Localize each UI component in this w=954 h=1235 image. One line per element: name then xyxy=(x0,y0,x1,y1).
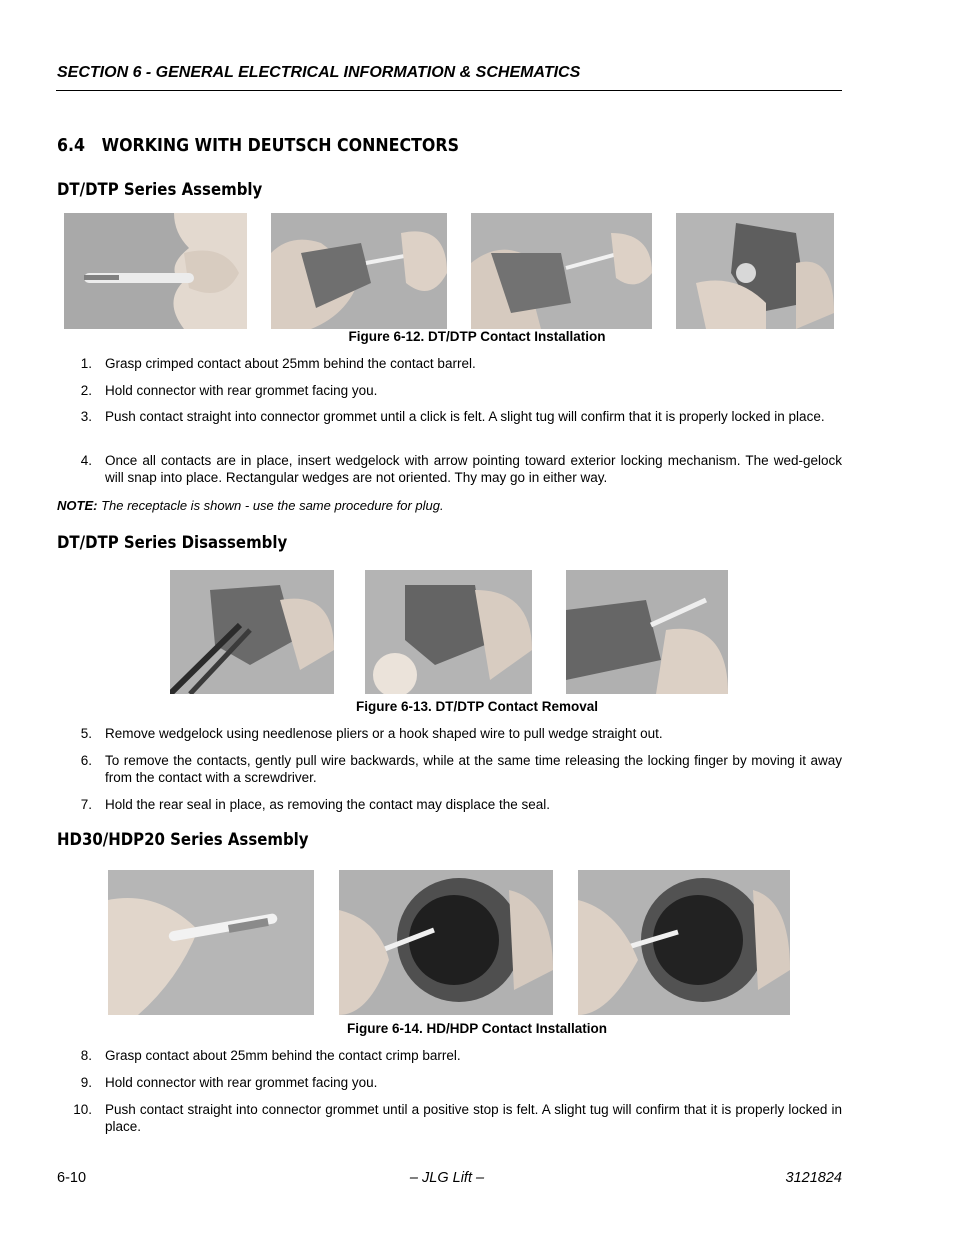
list-item xyxy=(56,1074,842,1091)
step-text: Grasp crimped contact about 25mm behind the contact barrel. xyxy=(105,356,476,371)
list-item xyxy=(56,382,842,399)
photo-pliers-wedgelock xyxy=(170,570,334,694)
step-number: 2. xyxy=(80,383,92,398)
step-text: Hold connector with rear grommet facing you. xyxy=(105,1075,378,1090)
photo-push-contact xyxy=(471,213,652,329)
photo-insert-wedgelock xyxy=(676,213,834,329)
figure-6-14-caption: Figure 6-14. HD/HDP Contact Installation xyxy=(346,1021,608,1036)
figure-6-12-caption: Figure 6-12. DT/DTP Contact Installation xyxy=(348,329,606,344)
step-text: Hold the rear seal in place, as removing the contact may displace the seal. xyxy=(105,797,550,812)
footer-page-number: 6-10 xyxy=(57,1170,87,1186)
list-item xyxy=(56,452,842,486)
step-number: 7. xyxy=(80,797,92,812)
list-item xyxy=(56,1101,842,1135)
photo-hd-connector-insert xyxy=(339,870,553,1015)
step-number: 5. xyxy=(80,726,92,741)
step-text: Grasp contact about 25mm behind the contact crimp barrel. xyxy=(105,1048,461,1063)
figure-6-13-caption: Figure 6-13. DT/DTP Contact Removal xyxy=(355,699,599,714)
list-item xyxy=(56,408,842,425)
step-number: 9. xyxy=(80,1075,92,1090)
step-text: To remove the contacts, gently pull wire backwards, while at the same time releasing the locking finger by moving it away from the contact with a screwdriver. xyxy=(105,753,842,785)
photo-connector-with-wire xyxy=(271,213,447,329)
hd-assembly-heading: HD30/HDP20 Series Assembly xyxy=(57,830,309,850)
footer-publisher: – JLG Lift – xyxy=(409,1170,485,1186)
photo-hd-contact-in-fingers xyxy=(108,870,314,1015)
list-item xyxy=(56,1047,842,1064)
list-item xyxy=(56,752,842,786)
disassembly-heading: DT/DTP Series Disassembly xyxy=(57,533,288,553)
header-rule xyxy=(56,90,842,91)
section-header-title: SECTION 6 - GENERAL ELECTRICAL INFORMATION & SCHEMATICS xyxy=(57,64,581,81)
list-item xyxy=(56,355,842,372)
step-number: 1. xyxy=(80,356,92,371)
photo-remove-wedge xyxy=(365,570,532,694)
footer-doc-number: 3121824 xyxy=(785,1170,842,1186)
note-label: NOTE: xyxy=(57,498,98,513)
photo-contact-in-fingers xyxy=(64,213,247,329)
step-text: Hold connector with rear grommet facing you. xyxy=(105,383,378,398)
step-text: Remove wedgelock using needlenose pliers or a hook shaped wire to pull wedge straight out. xyxy=(105,726,663,741)
step-number: 3. xyxy=(80,409,92,424)
section-title: 6.4 WORKING WITH DEUTSCH CONNECTORS xyxy=(57,135,459,156)
step-number: 6. xyxy=(80,753,92,768)
list-item xyxy=(56,725,842,742)
photo-pull-contact xyxy=(566,570,728,694)
step-text: Once all contacts are in place, insert wedgelock with arrow pointing toward exterior locking mechanism. The wed-gelock will snap into place. Rectangular wedges are not oriented. Thy may go in either way. xyxy=(105,453,842,485)
note-text: The receptacle is shown - use the same procedure for plug. xyxy=(101,498,444,513)
step-number: 4. xyxy=(80,453,92,468)
step-text: Push contact straight into connector grommet until a positive stop is felt. A slight tug will confirm that it is properly locked in place. xyxy=(105,1102,842,1134)
photo-hd-push-contact xyxy=(578,870,790,1015)
assembly-heading: DT/DTP Series Assembly xyxy=(57,180,263,200)
step-number: 8. xyxy=(80,1048,92,1063)
step-number: 10. xyxy=(73,1102,92,1117)
list-item xyxy=(56,796,842,813)
note xyxy=(57,498,444,513)
step-text: Push contact straight into connector grommet until a click is felt. A slight tug will confirm that it is properly locked in place. xyxy=(105,409,825,424)
